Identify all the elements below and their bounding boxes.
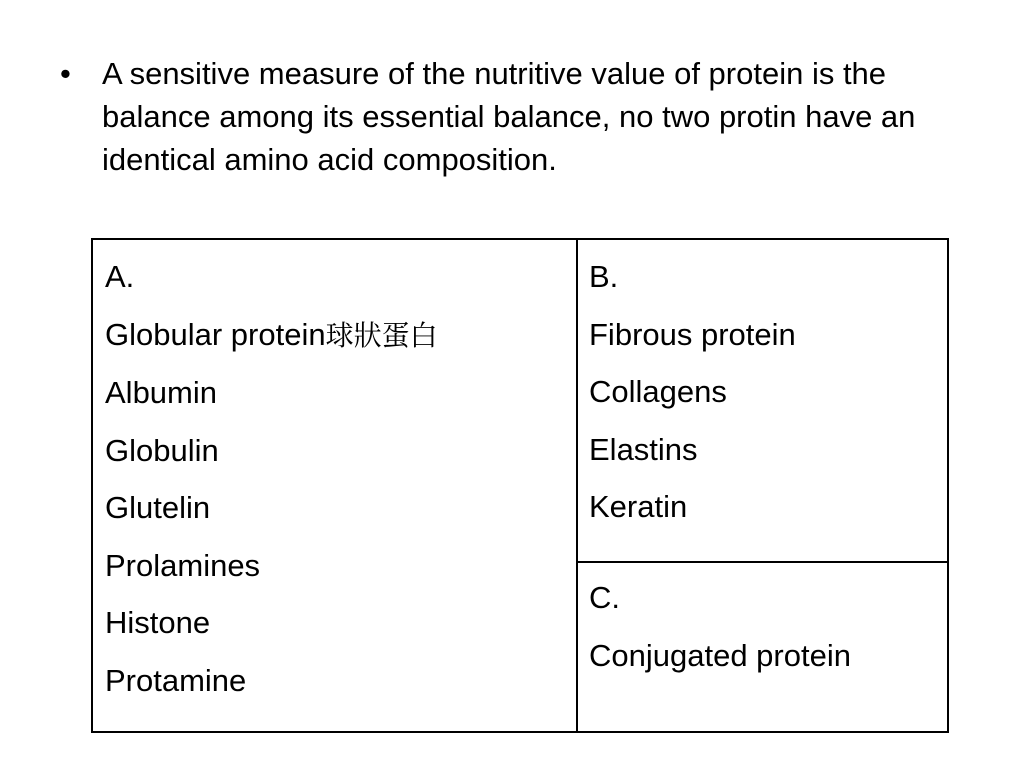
item-glutelin: Glutelin xyxy=(105,490,211,525)
item-prolamines: Prolamines xyxy=(105,547,261,583)
right-column xyxy=(578,240,947,731)
bullet-text: A sensitive measure of the nutritive value of protein is the balance among its essential balance, no two protin have an identical amino acid composition. xyxy=(102,56,916,177)
item-protamine: Protamine xyxy=(105,662,247,698)
cell-a-globular xyxy=(93,240,578,731)
title-globular-text: Globular protein xyxy=(105,316,326,352)
item-histone: Histone xyxy=(105,605,211,640)
cell-b-fibrous xyxy=(578,240,947,563)
heading-a: A. xyxy=(105,259,135,294)
heading-c: C. xyxy=(589,580,620,615)
bullet-paragraph xyxy=(60,52,960,181)
title-conjugated-protein: Conjugated protein xyxy=(589,637,851,673)
item-keratin: Keratin xyxy=(589,489,688,524)
title-globular-protein xyxy=(105,306,576,365)
item-globulin: Globulin xyxy=(105,432,219,468)
title-fibrous-protein: Fibrous protein xyxy=(589,316,796,352)
item-albumin: Albumin xyxy=(105,375,217,410)
heading-b: B. xyxy=(589,259,619,294)
item-elastins: Elastins xyxy=(589,431,698,467)
item-collagens: Collagens xyxy=(589,374,727,409)
title-globular-cjk: 球狀蛋白 xyxy=(325,318,438,352)
cell-c-conjugated xyxy=(578,563,947,731)
protein-classification-table xyxy=(91,238,949,733)
bullet-symbol: • xyxy=(60,56,71,91)
